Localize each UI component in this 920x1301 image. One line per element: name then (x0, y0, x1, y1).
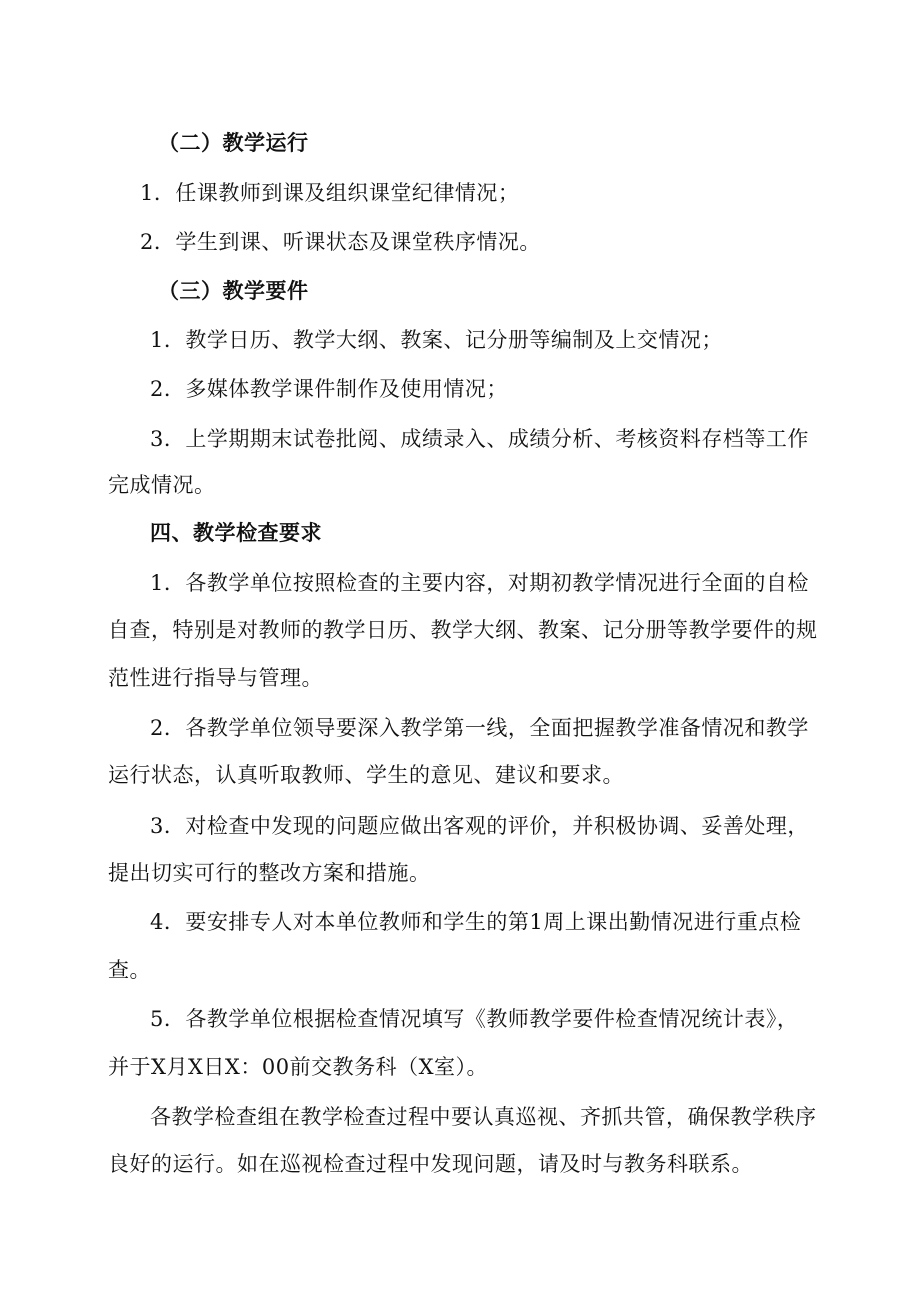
closing-line-2: 良好的运行。如在巡视检查过程中发现问题，请及时与教务科联系。 (108, 1152, 753, 1176)
section-four-item-5-line-1: 5．各教学单位根据检查情况填写《教师教学要件检查情况统计表》， (150, 1007, 799, 1031)
section-three-heading: （三）教学要件 (158, 278, 309, 303)
section-four-item-3-line-1: 3．对检查中发现的问题应做出客观的评价，并积极协调、妥善处理， (150, 814, 809, 838)
section-two-item-1: 1．任课教师到课及组织课堂纪律情况； (140, 181, 520, 205)
section-four-item-5-line-2: 并于X月X日X：00前交教务科（X室）。 (108, 1055, 489, 1079)
section-four-item-3-line-2: 提出切实可行的整改方案和措施。 (108, 861, 431, 885)
section-four-item-4-line-1: 4．要安排专人对本单位教师和学生的第1周上课出勤情况进行重点检 (150, 910, 802, 934)
section-four-heading: 四、教学检查要求 (150, 520, 322, 545)
section-four-item-2-line-1: 2．各教学单位领导要深入教学第一线，全面把握教学准备情况和教学 (150, 716, 809, 740)
section-four-item-2-line-2: 运行状态，认真听取教师、学生的意见、建议和要求。 (108, 763, 624, 787)
section-three-item-3-continuation: 完成情况。 (108, 473, 216, 497)
closing-line-1: 各教学检查组在教学检查过程中要认真巡视、齐抓共管，确保教学秩序 (150, 1105, 817, 1129)
section-three-item-1: 1．教学日历、教学大纲、教案、记分册等编制及上交情况； (150, 328, 723, 352)
section-four-item-1-line-2: 自查，特别是对教师的教学日历、教学大纲、教案、记分册等教学要件的规 (108, 618, 818, 642)
section-two-item-2: 2．学生到课、听课状态及课堂秩序情况。 (140, 230, 541, 254)
section-three-item-2: 2．多媒体教学课件制作及使用情况； (150, 377, 508, 401)
section-four-item-1-line-1: 1．各教学单位按照检查的主要内容，对期初教学情况进行全面的自检 (150, 571, 809, 595)
section-four-item-1-line-3: 范性进行指导与管理。 (108, 666, 323, 690)
section-three-item-3: 3．上学期期末试卷批阅、成绩录入、成绩分析、考核资料存档等工作 (150, 427, 809, 451)
section-two-heading: （二）教学运行 (158, 130, 309, 155)
section-four-item-4-line-2: 查。 (108, 958, 151, 982)
